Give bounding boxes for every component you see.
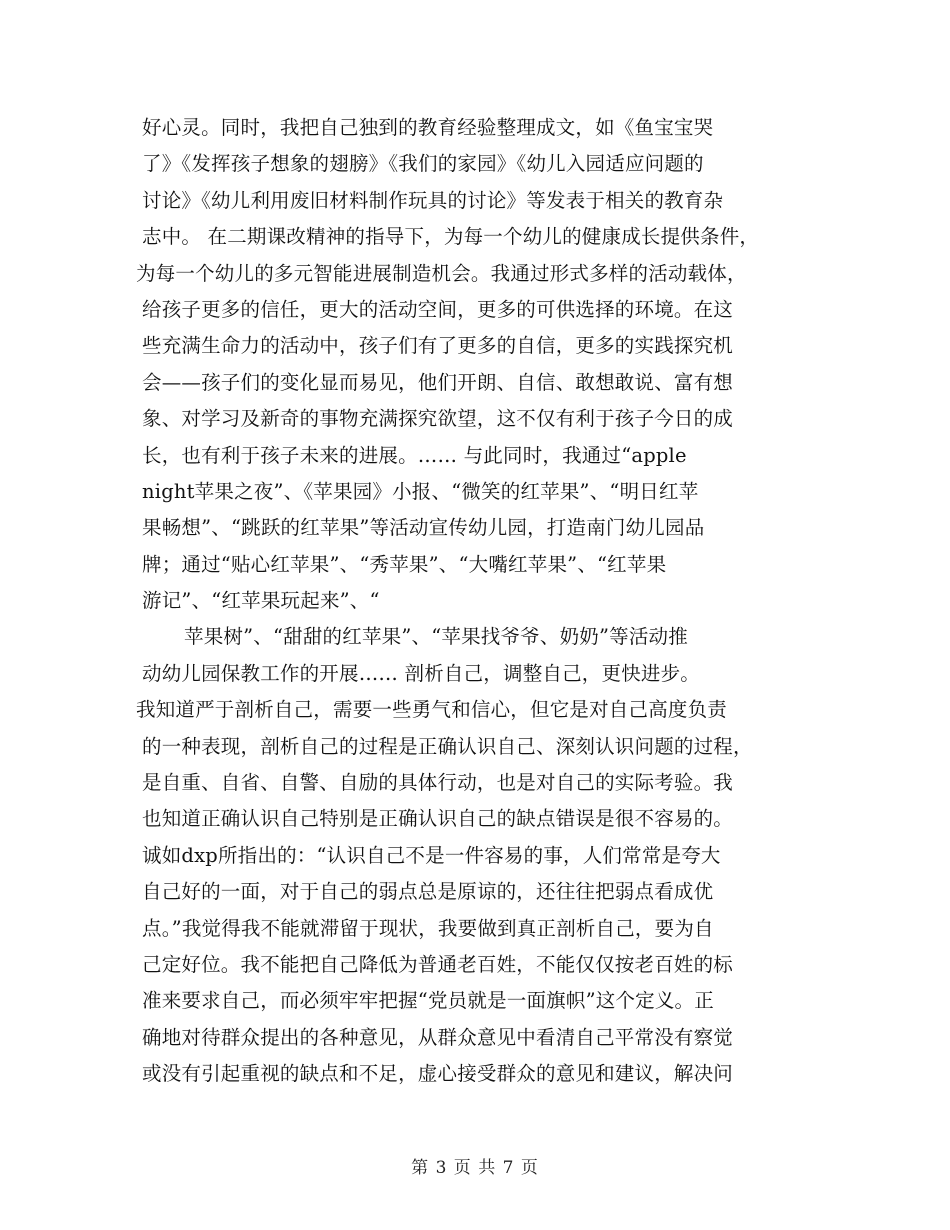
text-line: 讨论》《幼儿利用废旧材料制作玩具的讨论》等发表于相关的教育杂 [142,188,724,212]
text-line: 会——孩子们的变化显而易见，他们开朗、自信、敢想敢说、富有想 [142,370,734,394]
text-line: 志中。 在二期课改精神的指导下，为每一个幼儿的健康成长提供条件， [142,225,760,249]
text-line: 游记”、“红苹果玩起来”、“ [142,589,380,613]
document-body [136,110,819,1093]
text-line: 的一种表现，剖析自己的过程是正确认识自己、深刻认识问题的过程， [142,734,753,758]
paragraph-start-line: 苹果树”、“甜甜的红苹果”、“苹果找爷爷、奶奶”等活动推 [184,625,688,649]
text-line: 确地对待群众提出的各种意见，从群众意见中看清自己平常没有察觉 [142,1025,734,1049]
text-line: 些充满生命力的活动中，孩子们有了更多的自信，更多的实践探究机 [142,334,734,358]
text-line: 为每一个幼儿的多元智能进展制造机会。我通过形式多样的活动载体， [136,261,747,285]
text-line: 点。”我觉得我不能就滞留于现状，我要做到真正剖析自己，要为自 [142,916,714,940]
text-line: 诚如dxp所指出的：“认识自己不是一件容易的事，人们常常是夸大 [142,843,721,867]
text-line: 好心灵。同时，我把自己独到的教育经验整理成文，如《鱼宝宝哭 [142,116,714,139]
text-line: 也知道正确认识自己特别是正确认识自己的缺点错误是很不容易的。 [142,807,734,831]
text-line: 自己好的一面，对于自己的弱点总是原谅的，还往往把弱点看成优 [142,880,714,904]
text-line: 己定好位。我不能把自己降低为普通老百姓，不能仅仅按老百姓的标 [142,952,734,976]
text-line: 准来要求自己，而必须牢牢把握“党员就是一面旗帜”这个定义。正 [142,989,714,1013]
text-line: 牌；通过“贴心红苹果”、“秀苹果”、“大嘴红苹果”、“红苹果 [142,552,667,576]
text-line: night苹果之夜”、《苹果园》小报、“微笑的红苹果”、“明日红苹 [142,479,699,503]
text-line: 了》《发挥孩子想象的翅膀》《我们的家园》《幼儿入园适应问题的 [142,152,704,176]
text-line: 长，也有利于孩子未来的进展。…… 与此同时，我通过“apple [142,443,687,467]
text-line: 或没有引起重视的缺点和不足，虚心接受群众的意见和建议，解决问 [142,1062,734,1086]
text-line: 果畅想”、“跳跃的红苹果”等活动宣传幼儿园，打造南门幼儿园品 [142,516,705,540]
page-number-footer: 第 3 页 共 7 页 [411,1158,539,1178]
text-line: 我知道严于剖析自己，需要一些勇气和信心，但它是对自己高度负责 [136,698,728,722]
text-line: 给孩子更多的信任，更大的活动空间，更多的可供选择的环境。在这 [142,297,734,321]
text-line: 是自重、自省、自警、自励的具体行动，也是对自己的实际考验。我 [142,771,734,795]
text-line: 象、对学习及新奇的事物充满探究欲望，这不仅有利于孩子今日的成 [142,407,734,431]
text-line: 动幼儿园保教工作的开展…… 剖析自己，调整自己，更快进步。 [142,661,700,685]
